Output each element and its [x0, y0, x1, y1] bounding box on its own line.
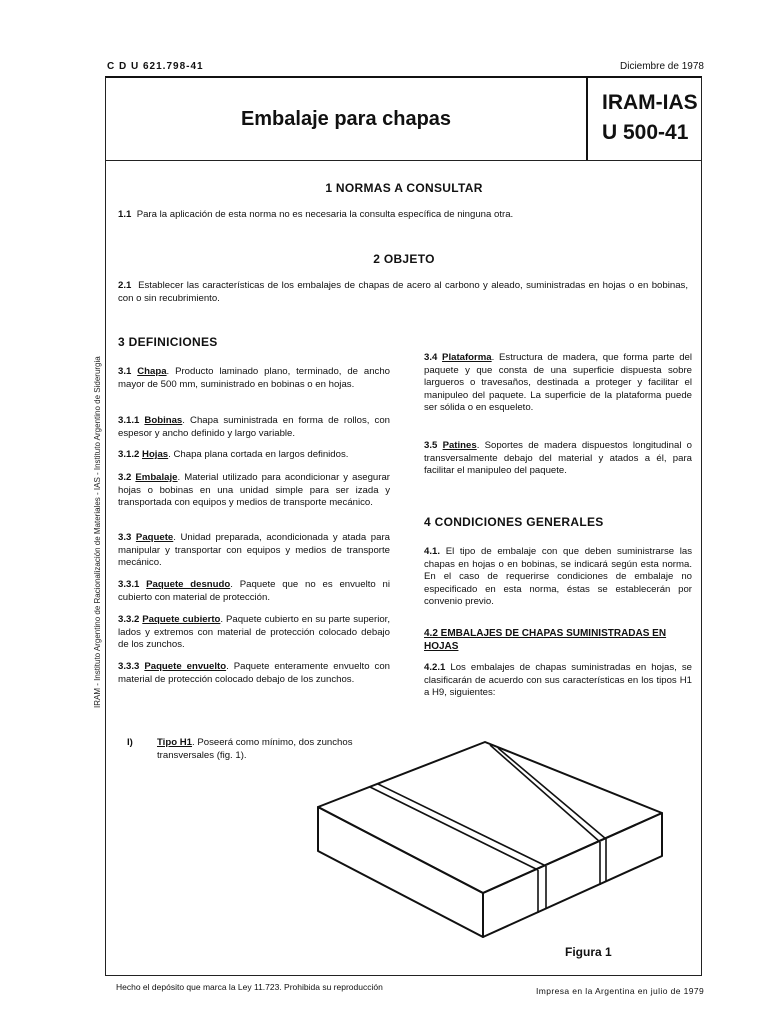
document-title: Embalaje para chapas	[240, 107, 452, 130]
definition-3-4-text: . Estructura de madera, que forma parte del paquete y que consta de una superficie dispuesta sobre largueros o travesaños, destinada a proteger y facilitar el manipuleo del paquete. La superficie de la plataforma puede ser sólida o en esqueleto.	[424, 352, 692, 414]
paragraph-4-2-1-text: Los embalajes de chapas suministradas en hojas, se clasificarán de acuerdo con sus características en los tipos H1 a H9, siguientes:	[424, 662, 692, 699]
definition-3-1-2	[118, 449, 390, 462]
definition-3-2	[118, 472, 390, 510]
definition-3-3-number: 3.3	[118, 532, 132, 543]
definition-3-5	[424, 440, 692, 478]
footer-legal-notice: Hecho el depósito que marca la Ley 11.723. Prohibida su reproducción	[116, 982, 383, 992]
definition-3-1-term: Chapa	[137, 366, 167, 377]
strap-2-top	[490, 745, 600, 842]
package-front-face	[318, 807, 483, 937]
definition-3-1-2-number: 3.1.2	[118, 449, 140, 460]
paragraph-4-1-text: El tipo de embalaje con que deben suministrarse las chapas en hojas o en bobinas, se indicará según esta norma. En el caso de requerirse condiciones de embalaje no especificado en esta norma, éstas se establecerán por convenio previo.	[424, 546, 693, 608]
definition-3-4	[424, 352, 692, 415]
definition-3-1-1-term: Bobinas	[144, 415, 183, 426]
standard-code-line1: IRAM-IAS	[602, 91, 698, 114]
definition-3-3-1-text: . Paquete que no es envuelto ni cubierto con material de protección.	[118, 579, 390, 603]
standard-code	[586, 78, 703, 160]
cdu-code: C D U 621.798-41	[107, 61, 204, 72]
standard-code-line2: U 500-41	[602, 121, 689, 144]
strap-2-top-edge	[498, 748, 606, 839]
definition-3-3-term: Paquete	[135, 532, 174, 543]
definition-3-3-1-number: 3.3.1	[118, 579, 140, 590]
type-h1-roman-numeral: I)	[127, 737, 133, 748]
package-side-face	[483, 813, 662, 937]
section-3-heading: 3 DEFINICIONES	[118, 335, 218, 349]
definition-3-4-term: Plataforma	[442, 352, 492, 363]
definition-3-2-term: Embalaje	[135, 472, 178, 483]
definition-3-3-2-text: . Paquete cubierto en su parte superior, lados y extremos con material de protección colocado debajo de los zunchos.	[118, 614, 390, 651]
section-1-heading: 1 NORMAS A CONSULTAR	[325, 181, 483, 195]
definition-3-3-2-term: Paquete cubierto	[142, 614, 221, 625]
definition-3-2-text: . Material utilizado para acondicionar y asegurar hojas o bobinas en una unidad simple para ser izada y transportada con equipos y medios de transporte mecánico.	[118, 472, 390, 509]
definition-3-3	[118, 532, 390, 570]
paragraph-4-2-1	[424, 662, 692, 700]
figure-1-package-drawing	[300, 725, 700, 950]
definition-3-1-1	[118, 415, 390, 440]
definition-3-3-3-number: 3.3.3	[118, 661, 140, 672]
side-institution-text: IRAM - Instituto Argentino de Racionalización de Materiales - IAS - Instituto Argentino de Siderurgia	[93, 356, 102, 708]
paragraph-1-1-text: Para la aplicación de esta norma no es necesaria la consulta específica de ninguna otra.	[136, 209, 514, 220]
definition-3-1-text: . Producto laminado plano, terminado, de ancho mayor de 500 mm, suministrado en bobinas o en hojas.	[118, 366, 391, 390]
definition-3-5-term: Patines	[442, 440, 477, 451]
definition-3-3-1-term: Paquete desnudo	[146, 579, 231, 590]
definition-3-2-number: 3.2	[118, 472, 132, 483]
definition-3-3-3-text: . Paquete enteramente envuelto con material de protección colocado debajo de los zunchos.	[118, 661, 390, 685]
paragraph-1-1	[118, 209, 688, 222]
definition-3-1-number: 3.1	[118, 366, 132, 377]
definition-3-4-number: 3.4	[424, 352, 438, 363]
definition-3-3-text: . Unidad preparada, acondicionada y atada para manipular y transportar con equipos y medios de transporte mecánico.	[118, 532, 390, 569]
paragraph-2-1	[118, 280, 688, 305]
strap-1-top-edge	[378, 784, 546, 866]
paragraph-4-2-1-number: 4.2.1	[424, 662, 446, 673]
type-h1-term: Tipo H1	[157, 737, 193, 748]
package-top-face	[318, 742, 662, 893]
section-2-heading: 2 OBJETO	[373, 252, 435, 266]
definition-3-3-1	[118, 579, 390, 604]
figure-1-caption: Figura 1	[565, 945, 612, 959]
subsection-4-2-heading: 4.2 EMBALAJES DE CHAPAS SUMINISTRADAS EN HOJAS	[424, 628, 667, 652]
definition-3-1-1-number: 3.1.1	[118, 415, 140, 426]
title-row	[106, 78, 701, 161]
definition-3-3-3-term: Paquete envuelto	[144, 661, 227, 672]
definition-3-3-2-number: 3.3.2	[118, 614, 140, 625]
paragraph-2-1-number: 2.1	[118, 280, 132, 291]
footer-print-info: Impresa en la Argentina en julio de 1979	[536, 986, 705, 996]
definition-3-3-3	[118, 661, 390, 686]
section-4-heading: 4 CONDICIONES GENERALES	[424, 515, 604, 529]
paragraph-4-1	[424, 546, 692, 609]
definition-3-1	[118, 366, 390, 391]
definition-3-1-2-term: Hojas	[142, 449, 169, 460]
definition-3-3-2	[118, 614, 390, 652]
type-h1-text: . Poseerá como mínimo, dos zunchos transversales (fig. 1).	[157, 737, 353, 761]
document-date: Diciembre de 1978	[620, 61, 704, 72]
definition-3-1-1-text: . Chapa suministrada en forma de rollos, con espesor y ancho definido y largo variable.	[118, 415, 391, 439]
paragraph-4-1-number: 4.1.	[424, 546, 441, 557]
paragraph-2-1-text: Establecer las características de los embalajes de chapas de acero al carbono y aleado, suministradas en hojas o en bobinas, con o sin recubrimiento.	[118, 280, 688, 304]
type-h1-roman	[127, 737, 147, 750]
strap-1-top	[370, 787, 538, 870]
definition-3-5-text: . Soportes de madera dispuestos longitudinal o transversalmente debajo del material y atados a él, para facilitar el manipuleo del paquete.	[424, 440, 692, 477]
definition-3-5-number: 3.5	[424, 440, 438, 451]
paragraph-1-1-number: 1.1	[118, 209, 132, 220]
definition-3-1-2-text: . Chapa plana cortada en largos definidos.	[168, 449, 349, 460]
